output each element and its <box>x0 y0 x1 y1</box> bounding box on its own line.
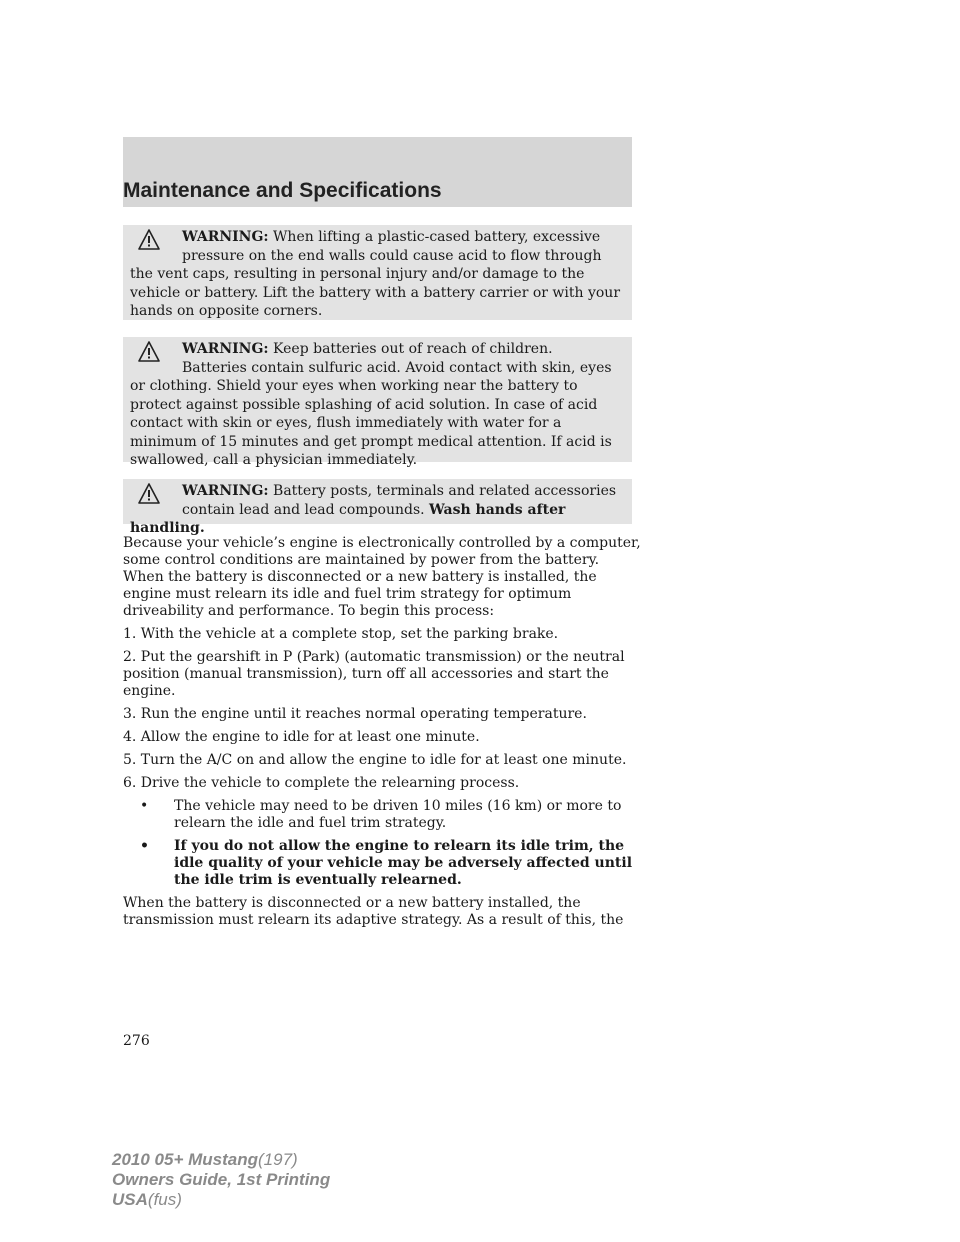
warning-label: WARNING: <box>182 341 269 357</box>
step-1: 1. With the vehicle at a complete stop, set the parking brake. <box>123 626 559 642</box>
body-content <box>123 535 643 929</box>
section-header-band <box>123 137 632 207</box>
footer-model-code: (197) <box>258 1150 298 1169</box>
bullet-item-idle-quality <box>123 838 643 889</box>
warning-box-children <box>123 337 632 468</box>
footer-market: USA <box>112 1190 148 1209</box>
step-5: 5. Turn the A/C on and allow the engine to idle for at least one minute. <box>123 752 627 768</box>
page-number: 276 <box>123 1033 150 1049</box>
intro-paragraph: Because your vehicle’s engine is electronically controlled by a computer, some control conditions are maintained by power from the battery. When the battery is disconnected or a new battery is installed, the engine must relearn its idle and fuel trim strategy for optimum driveability and performance. To begin this process: <box>123 535 641 619</box>
warning-box-lead <box>123 479 632 536</box>
step-3: 3. Run the engine until it reaches normal operating temperature. <box>123 706 587 722</box>
section-title: Maintenance and Specifications <box>123 179 442 202</box>
print-footer <box>112 1150 330 1210</box>
bullet-text: If you do not allow the engine to relearn its idle trim, the idle quality of your vehicle may be adversely affected until the idle trim is eventually relearned. <box>174 838 633 888</box>
step-4: 4. Allow the engine to idle for at least one minute. <box>123 729 480 745</box>
warning-label: WARNING: <box>182 229 269 245</box>
warning-triangle-icon <box>138 341 160 363</box>
step-6: 6. Drive the vehicle to complete the relearning process. <box>123 775 520 791</box>
warning-text: Battery posts, terminals and related accessories contain lead and lead compounds. <box>182 483 617 518</box>
footer-market-code: (fus) <box>147 1190 182 1209</box>
footer-guide: Owners Guide, 1st Printing <box>112 1170 331 1189</box>
bullet-item-relearn-distance <box>123 798 643 832</box>
bullet-marker: • <box>140 838 149 854</box>
closing-paragraph: When the battery is disconnected or a new battery installed, the transmission must relearn its adaptive strategy. As a result of this, the <box>123 895 624 928</box>
warning-triangle-icon <box>138 229 160 251</box>
warning-box-lifting <box>123 225 632 320</box>
bullet-text: The vehicle may need to be driven 10 miles (16 km) or more to relearn the idle and fuel trim strategy. <box>174 798 622 831</box>
warning-text: Keep batteries out of reach of children. Batteries contain sulfuric acid. Avoid contact with skin, eyes or clothing. Shield your eyes when working near the battery to protect against possible splashing of acid solution. In case of acid contact with skin or eyes, flush immediately with water for a minimum of 15 minutes and get prompt medical attention. If acid is swallowed, call a physician immediately. <box>130 341 612 468</box>
step-2: 2. Put the gearshift in P (Park) (automatic transmission) or the neutral position (manual transmission), turn off all accessories and start the engine. <box>123 649 625 699</box>
warning-text: When lifting a plastic-cased battery, excessive pressure on the end walls could cause acid to flow through the vent caps, resulting in personal injury and/or damage to the vehicle or battery. Lift the battery with a battery carrier or with your hands on opposite corners. <box>130 229 621 319</box>
warning-triangle-icon <box>138 483 160 505</box>
warning-emphasis: Wash hands after handling. <box>130 501 566 536</box>
footer-model: 2010 05+ Mustang <box>112 1150 258 1169</box>
warning-label: WARNING: <box>182 483 269 499</box>
bullet-marker: • <box>140 798 149 814</box>
